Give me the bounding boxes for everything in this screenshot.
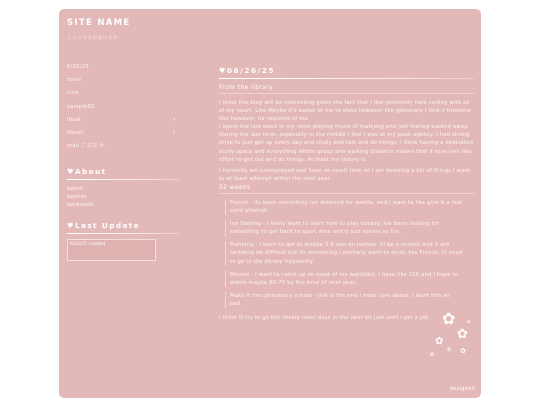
flower-icon: ✿ [467,319,471,324]
main-content [219,66,474,322]
last-update-divider [67,233,179,234]
about-item[interactable]: topinse [67,194,87,201]
flower-icon: ✿ [457,327,468,342]
update-log-box[interactable] [67,239,156,261]
nav-item-label: sample01 [67,103,95,110]
nav-item-novel[interactable] [67,129,179,142]
nav-item-sample[interactable] [67,103,179,116]
update-entry: 6/26/25 created [70,242,106,248]
about-item[interactable]: kalinn [67,186,84,193]
post-paragraph: I spent the last week in my room playing hours of mahjong and just feeling wasted away. [219,124,469,131]
flower-icon: ✿ [460,347,466,355]
chevron-right-icon: › [172,127,176,136]
about-title: ♥About [67,167,107,177]
site-tagline: ここに文字が書けます [67,36,118,41]
nav-menu [67,63,179,155]
page-card [59,9,481,398]
goal-item: Make it into pharmacy school - this is the one I most care about, i want this so bad. [225,292,463,308]
weeks-subtitle: 52 weeks [219,184,251,191]
goal-item: French - its been something ive deterred for awhile, and i want to like give it a real solid attempt. [225,199,463,215]
nav-item-mail[interactable] [67,142,179,155]
last-update-section [67,221,179,261]
post-divider [219,78,474,79]
goal-item: Ice Skating - I really want to learn how to play hockey. Ive been looking for something to get back to sport wise and it just seems so fun. [225,220,463,236]
nav-item-label: Novel [67,129,84,136]
flower-icon: ✿ [442,309,456,328]
nav-item-label: Illust [67,116,82,123]
post-paragraph: I currently am unemployed and have so much time so I am devising a list of things I want to at least attempt within the next year. [219,167,471,182]
nav-item-label: main [67,77,82,84]
post-date-heading: ♥06/26/25 [219,66,276,75]
flower-icon: ✿ [447,347,452,353]
post-paragraph: During the last term, especially in the middle I feel I was at my peak agency. I had strong drive to just get up every day and study and talk and do things. I think having a dedicated study space and everything within grasp and walking distance means that it took less like effort to get out and do things. At least my theory is [219,132,473,163]
last-update-title: ♥Last Update [67,221,141,231]
nav-item-link[interactable] [67,89,179,102]
post-paragraph: I think this blog will be interesting given the fact that I like genuinely hate coding with all of my heart. Like Maybe it's easier of me to state however like genuinely I find it tiresome [219,100,472,115]
about-divider [67,179,179,180]
post-paragraph: Not however, its required of me. [219,116,310,123]
flower-icon: ✿ [430,352,435,358]
nav-item-illust[interactable] [67,116,179,129]
design-credit-link[interactable]: designed [449,386,475,392]
nav-item-label: Link [67,90,79,97]
sidebar [67,17,179,261]
flower-icon: ✿ [435,336,444,347]
chevron-right-icon: › [172,114,176,123]
post-footer-text: I think ill try to go the library most days in the next bit just until i get a job [219,314,429,321]
about-section [67,167,179,209]
post-body [219,99,474,183]
about-item[interactable]: konkukeki [67,202,94,209]
weeks-divider [219,193,474,194]
nav-item-main[interactable] [67,76,179,89]
post-subtitle: From the library [219,85,274,91]
subtitle-divider [219,93,474,94]
goal-item: Mahjong - I want to get to maybe 5-6 dan on tenhou. Ill be a stretch and it will certainly be difficult but its something I similarly want to study like French, ill need to go to the library frequently [225,241,463,265]
goal-item: Movies - I want to catch up on most of my watchlist. I have like 150 and I hope to watch maybe 60-75 by the time of next year. [225,271,463,287]
nav-item-label: 6/26/25 [67,64,90,70]
site-name[interactable]: SITE NAME [67,18,131,28]
nav-item-date[interactable] [67,63,179,76]
nav-item-label: mail ご意見 か [67,143,106,150]
